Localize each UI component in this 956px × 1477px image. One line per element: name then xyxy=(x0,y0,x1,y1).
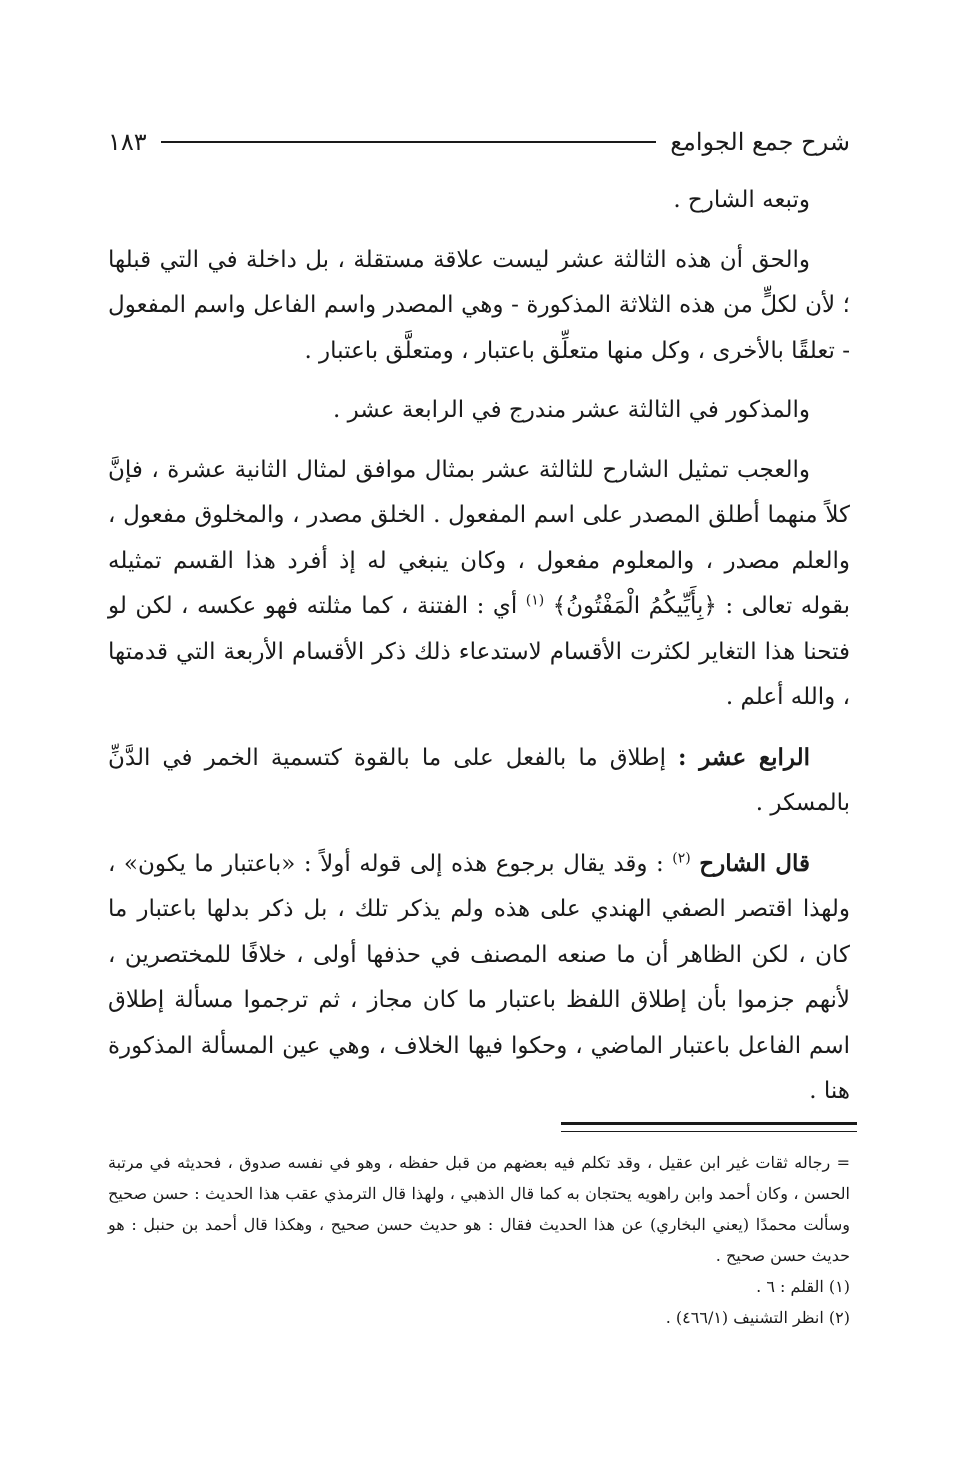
paragraph-4 xyxy=(108,448,850,721)
footnote-ref-1: (١) xyxy=(525,592,545,609)
paragraph-6 xyxy=(108,841,850,1115)
footnote-continued: = رجاله ثقات غير ابن عقيل ، وقد تكلم فيه بعضهم من قبل حفظه ، وهو في نفسه صدوق ، فحديثه في مرتبة الحسن ، وكان أحمد وابن راهويه يحتجان به كما قال الذهبي ، ولهذا قال الترمذي عقب هذا الحديث : حسن صحيح وسألت محمدًا (يعني البخاري) عن هذا الحديث فقال : هو حديث حسن صحيح ، وهكذا قال أحمد بن حنبل : هو حديث حسن صحيح . xyxy=(108,1153,850,1265)
commentator-label: قال الشارح xyxy=(699,849,811,877)
footnote-2: (٢) انظر التشنيف (٤٦٦/١) . xyxy=(665,1308,850,1327)
paragraph-6-text: : وقد يقال برجوع هذه إلى قوله أولاً : «باعتبار ما يكون» ، ولهذا اقتصر الصفي الهندي على هذه ولم يذكر تلك ، بل ذكر بدلها باعتبار ما كان ، لكن الظاهر أن ما صنعه المصنف في حذفها أولى ، خلافًا للمختصرين ، لأنهم جزموا بأن إطلاق اللفظ باعتبار ما كان مجاز ، ثم ترجموا مسألة إطلاق اسم الفاعل باعتبار الماضي ، وحكوا فيها الخلاف ، وهي عين المسألة المذكورة هنا . xyxy=(108,850,850,1104)
header-rule xyxy=(161,141,657,143)
running-header xyxy=(108,120,850,164)
footnote-separator xyxy=(561,1122,857,1132)
footnote-ref-2: (٢) xyxy=(672,849,691,866)
main-text xyxy=(108,178,850,1129)
paragraph-4-text-b: أي : الفتنة ، كما مثلته فهو عكسه ، لكن لو فتحنا هذا التغاير لكثرت الأقسام لاستدعاء ذلك ذكر الأقسام الأربعة التي قدمتها ، والله أعلم . xyxy=(108,593,850,710)
paragraph-3: والمذكور في الثالثة عشر مندرج في الرابعة عشر . xyxy=(332,397,810,423)
paragraph-5-text: إطلاق ما بالفعل على ما بالقوة كتسمية الخمر في الدَّنِّ بالمسكر . xyxy=(108,744,850,816)
paragraph-5 xyxy=(108,735,850,827)
header-title: شرح جمع الجوامع xyxy=(670,128,850,156)
footnotes xyxy=(108,1147,850,1333)
paragraph-1: وتبعه الشارح . xyxy=(673,187,810,213)
paragraph-2: والحق أن هذه الثالثة عشر ليست علاقة مستقلة ، بل داخلة في التي قبلها ؛ لأن لكلٍّ من هذه الثلاثة المذكورة - وهي المصدر واسم الفاعل واسم المفعول - تعلقًا بالأخرى ، وكل منها متعلِّق باعتبار ، ومتعلَّق باعتبار . xyxy=(108,246,850,364)
paragraph-4-text-a: والعجب تمثيل الشارح للثالثة عشر بمثال موافق لمثال الثانية عشرة ، فإنَّ كلاً منهما أطلق المصدر على اسم المفعول . الخلق مصدر ، والمخلوق مفعول ، والعلم مصدر ، والمعلوم مفعول ، وكان ينبغي له إذ أفرد هذا القسم تمثيله بقوله تعالى : ﴿بِأَيِّيكُمُ الْمَفْتُونُ﴾ xyxy=(108,456,851,619)
footnote-1: (١) القلم : ٦ . xyxy=(756,1277,850,1296)
section-heading-14: الرابع عشر : xyxy=(678,743,811,771)
page-number: ١٨٣ xyxy=(108,128,147,156)
